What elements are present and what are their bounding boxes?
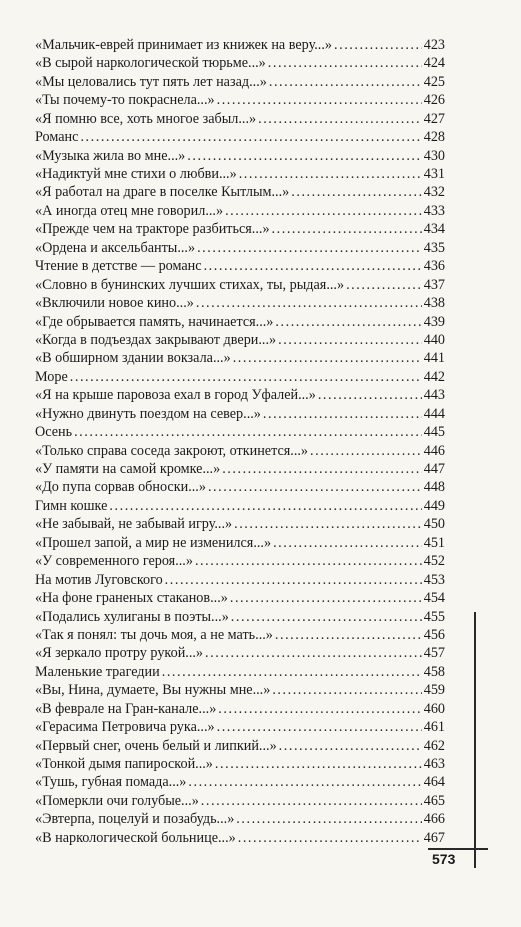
toc-entry-page: 456 [423, 626, 445, 643]
toc-leader-dots [272, 681, 421, 699]
toc-entry [35, 54, 445, 72]
toc-entry-page: 458 [423, 663, 445, 680]
toc-leader-dots [346, 276, 422, 294]
toc-entry-title: Море [35, 368, 68, 385]
toc-entry [35, 423, 445, 441]
toc-leader-dots [217, 718, 422, 736]
toc-entry [35, 220, 445, 238]
toc-leader-dots [162, 663, 422, 681]
toc-leader-dots [218, 700, 421, 718]
toc-entry [35, 128, 445, 146]
toc-entry-title: «Включили новое кино...» [35, 295, 194, 312]
toc-entry [35, 276, 445, 294]
toc-leader-dots [222, 460, 422, 478]
toc-entry-title: «Вы, Нина, думаете, Вы нужны мне...» [35, 682, 271, 699]
toc-leader-dots [225, 202, 422, 220]
toc-entry-title: Осень [35, 424, 73, 441]
toc-entry-title: «В феврале на Гран-канале...» [35, 700, 217, 717]
toc-leader-dots [74, 423, 422, 441]
toc-entry-page: 449 [423, 497, 445, 514]
toc-entry-title: «У современного героя...» [35, 553, 193, 570]
toc-entry-title: «Прошел запой, а мир не изменился...» [35, 534, 272, 551]
toc-entry-page: 424 [423, 55, 445, 72]
toc-entry [35, 700, 445, 718]
toc-entry [35, 810, 445, 828]
toc-leader-dots [204, 257, 422, 275]
toc-entry-page: 451 [423, 534, 445, 551]
table-of-contents [35, 36, 445, 847]
toc-entry [35, 91, 445, 109]
toc-entry [35, 386, 445, 404]
toc-entry [35, 534, 445, 552]
toc-entry-page: 425 [423, 73, 445, 90]
toc-entry-page: 430 [423, 147, 445, 164]
toc-leader-dots [269, 73, 422, 91]
toc-leader-dots [233, 349, 422, 367]
toc-entry-page: 452 [423, 553, 445, 570]
toc-entry [35, 479, 445, 497]
toc-entry-title: «Я на крыше паровоза ехал в город Уфалей...» [35, 387, 316, 404]
toc-entry-title: «Прежде чем на тракторе разбиться...» [35, 221, 270, 238]
toc-entry [35, 626, 445, 644]
toc-entry [35, 792, 445, 810]
toc-leader-dots [238, 829, 422, 847]
toc-entry-title: «У памяти на самой кромке...» [35, 461, 221, 478]
toc-leader-dots [109, 497, 421, 515]
toc-leader-dots [230, 589, 422, 607]
toc-entry [35, 294, 445, 312]
toc-entry-title: «На фоне граненых стаканов...» [35, 590, 228, 607]
toc-leader-dots [201, 792, 422, 810]
toc-entry [35, 313, 445, 331]
toc-entry-page: 453 [423, 571, 445, 588]
toc-leader-dots [165, 571, 422, 589]
toc-entry-title: На мотив Луговского [35, 571, 163, 588]
toc-leader-dots [278, 331, 422, 349]
toc-leader-dots [334, 36, 422, 54]
toc-entry-page: 463 [423, 756, 445, 773]
toc-entry [35, 147, 445, 165]
toc-entry-title: «Я помню все, хоть многое забыл...» [35, 110, 257, 127]
toc-entry [35, 571, 445, 589]
toc-entry [35, 552, 445, 570]
toc-entry-page: 467 [423, 829, 445, 846]
toc-entry-title: «Тушь, губная помада...» [35, 774, 187, 791]
toc-entry-page: 443 [423, 387, 445, 404]
toc-leader-dots [258, 110, 422, 128]
toc-entry [35, 737, 445, 755]
toc-entry-page: 439 [423, 313, 445, 330]
toc-entry-title: «А иногда отец мне говорил...» [35, 202, 224, 219]
toc-entry-title: «Герасима Петровича рука...» [35, 719, 215, 736]
toc-entry [35, 608, 445, 626]
toc-entry [35, 681, 445, 699]
toc-entry-page: 460 [423, 700, 445, 717]
bottom-rule [428, 848, 488, 850]
toc-entry [35, 110, 445, 128]
toc-leader-dots [205, 644, 422, 662]
toc-entry-page: 464 [423, 774, 445, 791]
toc-entry [35, 257, 445, 275]
toc-entry-page: 446 [423, 442, 445, 459]
toc-entry [35, 497, 445, 515]
toc-leader-dots [196, 294, 422, 312]
toc-leader-dots [275, 313, 421, 331]
toc-entry-title: «Я работал на драге в поселке Кытлым...» [35, 184, 290, 201]
toc-leader-dots [208, 478, 422, 496]
toc-leader-dots [188, 773, 421, 791]
toc-entry-title: «Тонкой дымя папироской...» [35, 756, 213, 773]
toc-leader-dots [234, 515, 422, 533]
toc-entry [35, 663, 445, 681]
toc-entry-page: 433 [423, 202, 445, 219]
toc-entry-title: «Нужно двинуть поездом на север...» [35, 405, 261, 422]
toc-entry [35, 829, 445, 847]
toc-leader-dots [310, 442, 422, 460]
toc-entry-page: 448 [423, 479, 445, 496]
toc-entry-page: 445 [423, 424, 445, 441]
toc-entry-title: «В наркологической больнице...» [35, 829, 236, 846]
toc-entry [35, 36, 445, 54]
toc-entry-page: 465 [423, 792, 445, 809]
toc-entry-title: Чтение в детстве — романс [35, 258, 202, 275]
toc-entry-title: «В сырой наркологической тюрьме...» [35, 55, 266, 72]
toc-entry [35, 442, 445, 460]
toc-entry-title: «Ты почему-то покраснела...» [35, 92, 215, 109]
toc-leader-dots [273, 534, 422, 552]
toc-entry-title: «Когда в подъездах закрывают двери...» [35, 331, 277, 348]
toc-entry-page: 427 [423, 110, 445, 127]
toc-leader-dots [279, 737, 422, 755]
toc-entry-page: 455 [423, 608, 445, 625]
toc-entry-title: «Музыка жила во мне...» [35, 147, 186, 164]
toc-entry-title: «Я зеркало протру рукой...» [35, 645, 204, 662]
toc-leader-dots [236, 810, 421, 828]
toc-leader-dots [187, 147, 421, 165]
toc-entry-title: «Где обрывается память, начинается...» [35, 313, 274, 330]
toc-leader-dots [318, 386, 422, 404]
toc-leader-dots [195, 552, 422, 570]
toc-entry-title: «Первый снег, очень белый и липкий...» [35, 737, 277, 754]
toc-entry-page: 466 [423, 811, 445, 828]
toc-entry-page: 437 [423, 276, 445, 293]
toc-entry-page: 436 [423, 258, 445, 275]
toc-entry-page: 428 [423, 129, 445, 146]
toc-entry [35, 774, 445, 792]
toc-entry-page: 440 [423, 331, 445, 348]
toc-entry-title: «Мальчик-еврей принимает из книжек на веру...» [35, 36, 332, 53]
toc-entry-page: 434 [423, 221, 445, 238]
toc-leader-dots [80, 128, 421, 146]
toc-entry-page: 431 [423, 166, 445, 183]
toc-entry [35, 644, 445, 662]
toc-entry [35, 73, 445, 91]
page-number: 573 [432, 851, 456, 867]
toc-entry [35, 165, 445, 183]
toc-entry-title: «Мы целовались тут пять лет назад...» [35, 73, 267, 90]
toc-entry [35, 755, 445, 773]
toc-entry-title: «Так я понял: ты дочь моя, а не мать...» [35, 626, 273, 643]
toc-entry-page: 423 [423, 36, 445, 53]
toc-entry-page: 462 [423, 737, 445, 754]
toc-entry-title: Гимн кошке [35, 497, 108, 514]
toc-entry-page: 450 [423, 516, 445, 533]
toc-entry [35, 405, 445, 423]
toc-entry [35, 239, 445, 257]
toc-entry-title: «Не забывай, не забывай игру...» [35, 516, 233, 533]
toc-entry-page: 454 [423, 590, 445, 607]
toc-leader-dots [217, 91, 422, 109]
toc-entry-page: 442 [423, 368, 445, 385]
toc-entry-title: Маленькие трагедии [35, 663, 160, 680]
toc-entry-page: 432 [423, 184, 445, 201]
toc-entry [35, 515, 445, 533]
toc-entry-page: 441 [423, 350, 445, 367]
toc-entry-page: 438 [423, 295, 445, 312]
toc-entry-title: «Ордена и аксельбанты...» [35, 239, 196, 256]
toc-leader-dots [197, 239, 422, 257]
toc-leader-dots [275, 626, 422, 644]
toc-entry-title: «Только справа соседа закроют, откинется...» [35, 442, 309, 459]
toc-entry-title: Романс [35, 129, 79, 146]
toc-entry-title: «Словно в бунинских лучших стихах, ты, рыдая...» [35, 276, 345, 293]
toc-leader-dots [70, 368, 422, 386]
side-rule [474, 612, 476, 868]
toc-entry-page: 461 [423, 719, 445, 736]
toc-entry [35, 184, 445, 202]
toc-entry-title: «Надиктуй мне стихи о любви...» [35, 166, 237, 183]
toc-entry-page: 447 [423, 461, 445, 478]
toc-entry [35, 460, 445, 478]
toc-entry-title: «Померкли очи голубые...» [35, 792, 199, 809]
toc-entry [35, 718, 445, 736]
toc-leader-dots [272, 220, 422, 238]
toc-entry-title: «До пупа сорвав обноски...» [35, 479, 206, 496]
toc-entry-page: 426 [423, 92, 445, 109]
toc-leader-dots [268, 54, 422, 72]
toc-entry-page: 435 [423, 239, 445, 256]
toc-entry [35, 589, 445, 607]
toc-entry [35, 202, 445, 220]
toc-leader-dots [239, 165, 422, 183]
toc-leader-dots [215, 755, 422, 773]
toc-entry-page: 444 [423, 405, 445, 422]
toc-entry [35, 368, 445, 386]
toc-entry [35, 349, 445, 367]
toc-leader-dots [231, 608, 422, 626]
toc-entry-page: 459 [423, 682, 445, 699]
toc-entry-title: «Подались хулиганы в поэты...» [35, 608, 229, 625]
toc-leader-dots [263, 405, 422, 423]
toc-entry-title: «Эвтерпа, поцелуй и позабудь...» [35, 811, 235, 828]
toc-entry [35, 331, 445, 349]
toc-leader-dots [291, 183, 421, 201]
toc-entry-title: «В обширном здании вокзала...» [35, 350, 231, 367]
toc-entry-page: 457 [423, 645, 445, 662]
